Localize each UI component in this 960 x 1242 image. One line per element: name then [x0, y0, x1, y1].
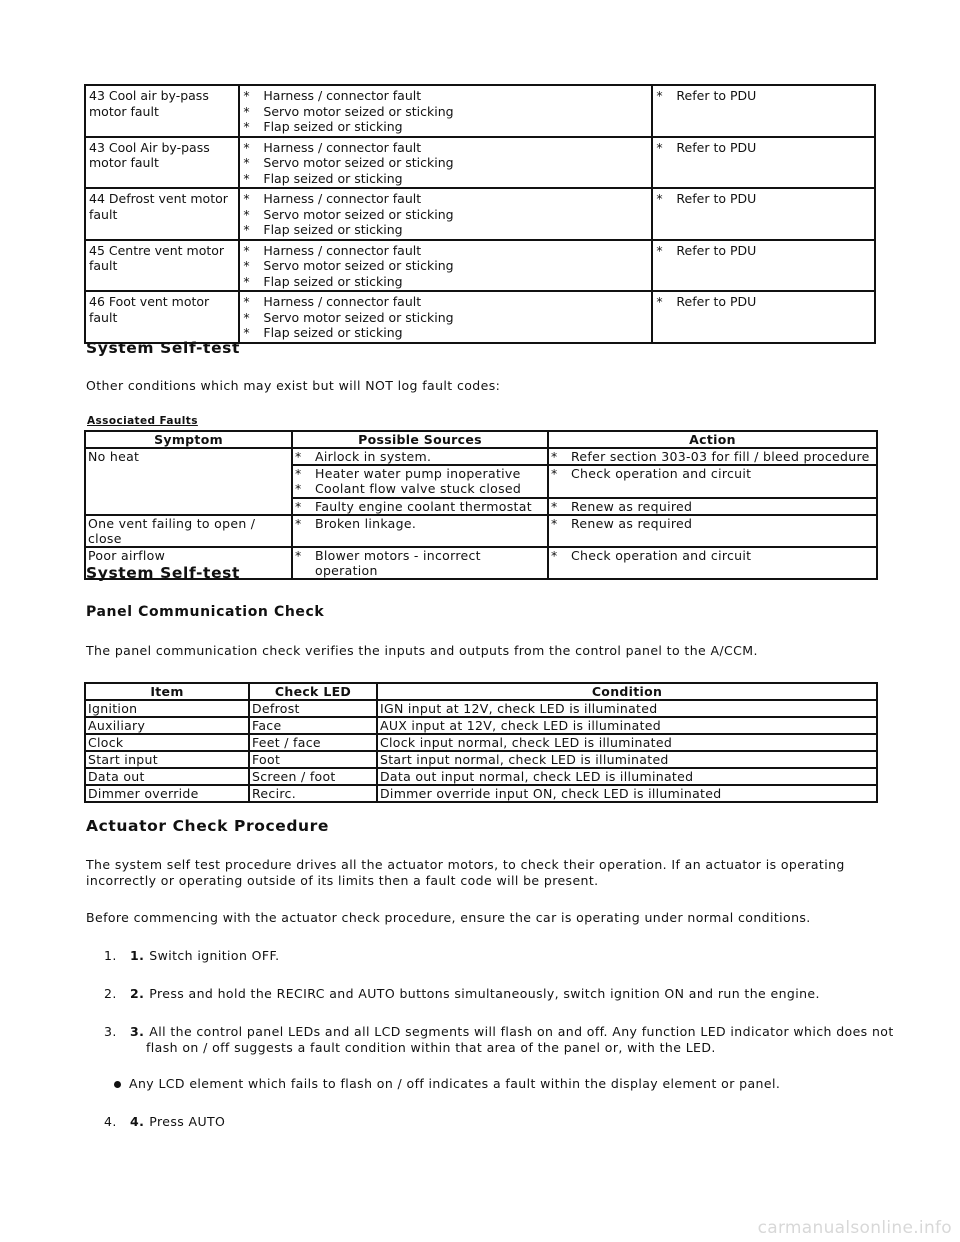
- action-cell: * Check operation and circuit: [548, 547, 877, 579]
- fault-cell: 43 Cool Air by-pass motor fault: [85, 137, 239, 189]
- step-2: 2. 2. Press and hold the RECIRC and AUTO buttons simultaneously, switch ignition ON and run the engine.: [104, 986, 820, 1001]
- sources-cell: * Faulty engine coolant thermostat: [292, 498, 548, 515]
- actuator-check-heading: Actuator Check Procedure: [86, 817, 330, 835]
- section-heading-self-test-2: System Self-test: [86, 564, 241, 582]
- symptom-cell: No heat: [85, 448, 292, 515]
- action-cell: * Refer to PDU: [652, 240, 875, 292]
- table-row: [85, 240, 875, 292]
- table-row: [85, 751, 877, 768]
- table-row: [85, 785, 877, 802]
- section-heading-self-test-1: System Self-test: [86, 339, 241, 357]
- action-cell: * Check operation and circuit: [548, 465, 877, 498]
- condition-cell: IGN input at 12V, check LED is illuminated: [377, 700, 877, 717]
- table-row: [85, 291, 875, 343]
- symptom-cell: One vent failing to open / close: [85, 515, 292, 547]
- fault-cell: 44 Defrost vent motor fault: [85, 188, 239, 240]
- item-cell: Start input: [85, 751, 249, 768]
- causes-cell: * Harness / connector fault * Servo motor seized or sticking * Flap seized or sticking: [239, 188, 652, 240]
- check-led-cell: Face: [249, 717, 377, 734]
- action-cell: * Renew as required: [548, 498, 877, 515]
- col-header-symptom: Symptom: [85, 431, 292, 448]
- col-header-condition: Condition: [377, 683, 877, 700]
- col-header-check-led: Check LED: [249, 683, 377, 700]
- symptom-cell: Poor airflow: [85, 547, 292, 579]
- table-row: [85, 137, 875, 189]
- item-cell: Data out: [85, 768, 249, 785]
- condition-cell: AUX input at 12V, check LED is illuminated: [377, 717, 877, 734]
- causes-cell: * Harness / connector fault * Servo motor seized or sticking * Flap seized or sticking: [239, 240, 652, 292]
- before-commencing-para: Before commencing with the actuator check procedure, ensure the car is operating under normal conditions.: [86, 910, 811, 925]
- table-row: [85, 515, 877, 547]
- item-cell: Dimmer override: [85, 785, 249, 802]
- sources-cell: * Heater water pump inoperative * Coolant flow valve stuck closed: [292, 465, 548, 498]
- sources-cell: * Blower motors - incorrect operation: [292, 547, 548, 579]
- condition-cell: Dimmer override input ON, check LED is illuminated: [377, 785, 877, 802]
- col-header-possible-sources: Possible Sources: [292, 431, 548, 448]
- table-row: [85, 188, 875, 240]
- action-cell: * Refer to PDU: [652, 85, 875, 137]
- condition-cell: Start input normal, check LED is illuminated: [377, 751, 877, 768]
- associated-faults-table: [84, 430, 878, 580]
- fault-cell: 45 Centre vent motor fault: [85, 240, 239, 292]
- action-cell: * Refer to PDU: [652, 188, 875, 240]
- associated-faults-subheading: Associated Faults: [87, 415, 198, 427]
- item-cell: Clock: [85, 734, 249, 751]
- fault-cell: 43 Cool air by-pass motor fault: [85, 85, 239, 137]
- check-led-cell: Feet / face: [249, 734, 377, 751]
- actuator-para-line1: The system self test procedure drives all the actuator motors, to check their operation. If an actuator is operating: [86, 857, 845, 872]
- item-cell: Ignition: [85, 700, 249, 717]
- causes-cell: * Harness / connector fault * Servo motor seized or sticking * Flap seized or sticking: [239, 291, 652, 343]
- table-row: [85, 768, 877, 785]
- table-row: [85, 448, 877, 465]
- table-row: [85, 85, 875, 137]
- step-1: 1. 1. Switch ignition OFF.: [104, 948, 280, 963]
- watermark: carmanualsonline.info: [757, 1218, 952, 1238]
- action-cell: * Refer to PDU: [652, 291, 875, 343]
- condition-cell: Clock input normal, check LED is illuminated: [377, 734, 877, 751]
- step-4: 4. 4. Press AUTO: [104, 1114, 226, 1129]
- panel-communication-table: [84, 682, 878, 803]
- sources-cell: * Airlock in system.: [292, 448, 548, 465]
- conditions-intro: Other conditions which may exist but will NOT log fault codes:: [86, 378, 501, 393]
- causes-cell: * Harness / connector fault * Servo motor seized or sticking * Flap seized or sticking: [239, 137, 652, 189]
- step-3: 3. 3. All the control panel LEDs and all LCD segments will flash on and off. Any function LED indicator which does not flash on / off suggests a fault condition within that area of the panel or, with the LED.: [104, 1024, 894, 1055]
- panel-communication-heading: Panel Communication Check: [86, 604, 325, 620]
- action-cell: * Renew as required: [548, 515, 877, 547]
- causes-cell: * Harness / connector fault * Servo motor seized or sticking * Flap seized or sticking: [239, 85, 652, 137]
- sources-cell: * Broken linkage.: [292, 515, 548, 547]
- check-led-cell: Defrost: [249, 700, 377, 717]
- fault-cell: 46 Foot vent motor fault: [85, 291, 239, 343]
- table-row: [85, 700, 877, 717]
- check-led-cell: Foot: [249, 751, 377, 768]
- actuator-para-line2: incorrectly or operating outside of its limits then a fault code will be present.: [86, 873, 599, 888]
- table-row: [85, 734, 877, 751]
- bullet-dot-icon: [114, 1081, 121, 1088]
- action-cell: * Refer to PDU: [652, 137, 875, 189]
- action-cell: * Refer section 303-03 for fill / bleed procedure: [548, 448, 877, 465]
- lcd-bullet: Any LCD element which fails to flash on / off indicates a fault within the display element or panel.: [114, 1076, 780, 1091]
- item-cell: Auxiliary: [85, 717, 249, 734]
- check-led-cell: Screen / foot: [249, 768, 377, 785]
- panel-communication-intro: The panel communication check verifies the inputs and outputs from the control panel to the A/CCM.: [86, 643, 758, 658]
- condition-cell: Data out input normal, check LED is illuminated: [377, 768, 877, 785]
- col-header-action: Action: [548, 431, 877, 448]
- col-header-item: Item: [85, 683, 249, 700]
- check-led-cell: Recirc.: [249, 785, 377, 802]
- table-row: [85, 717, 877, 734]
- fault-code-table: [84, 84, 876, 344]
